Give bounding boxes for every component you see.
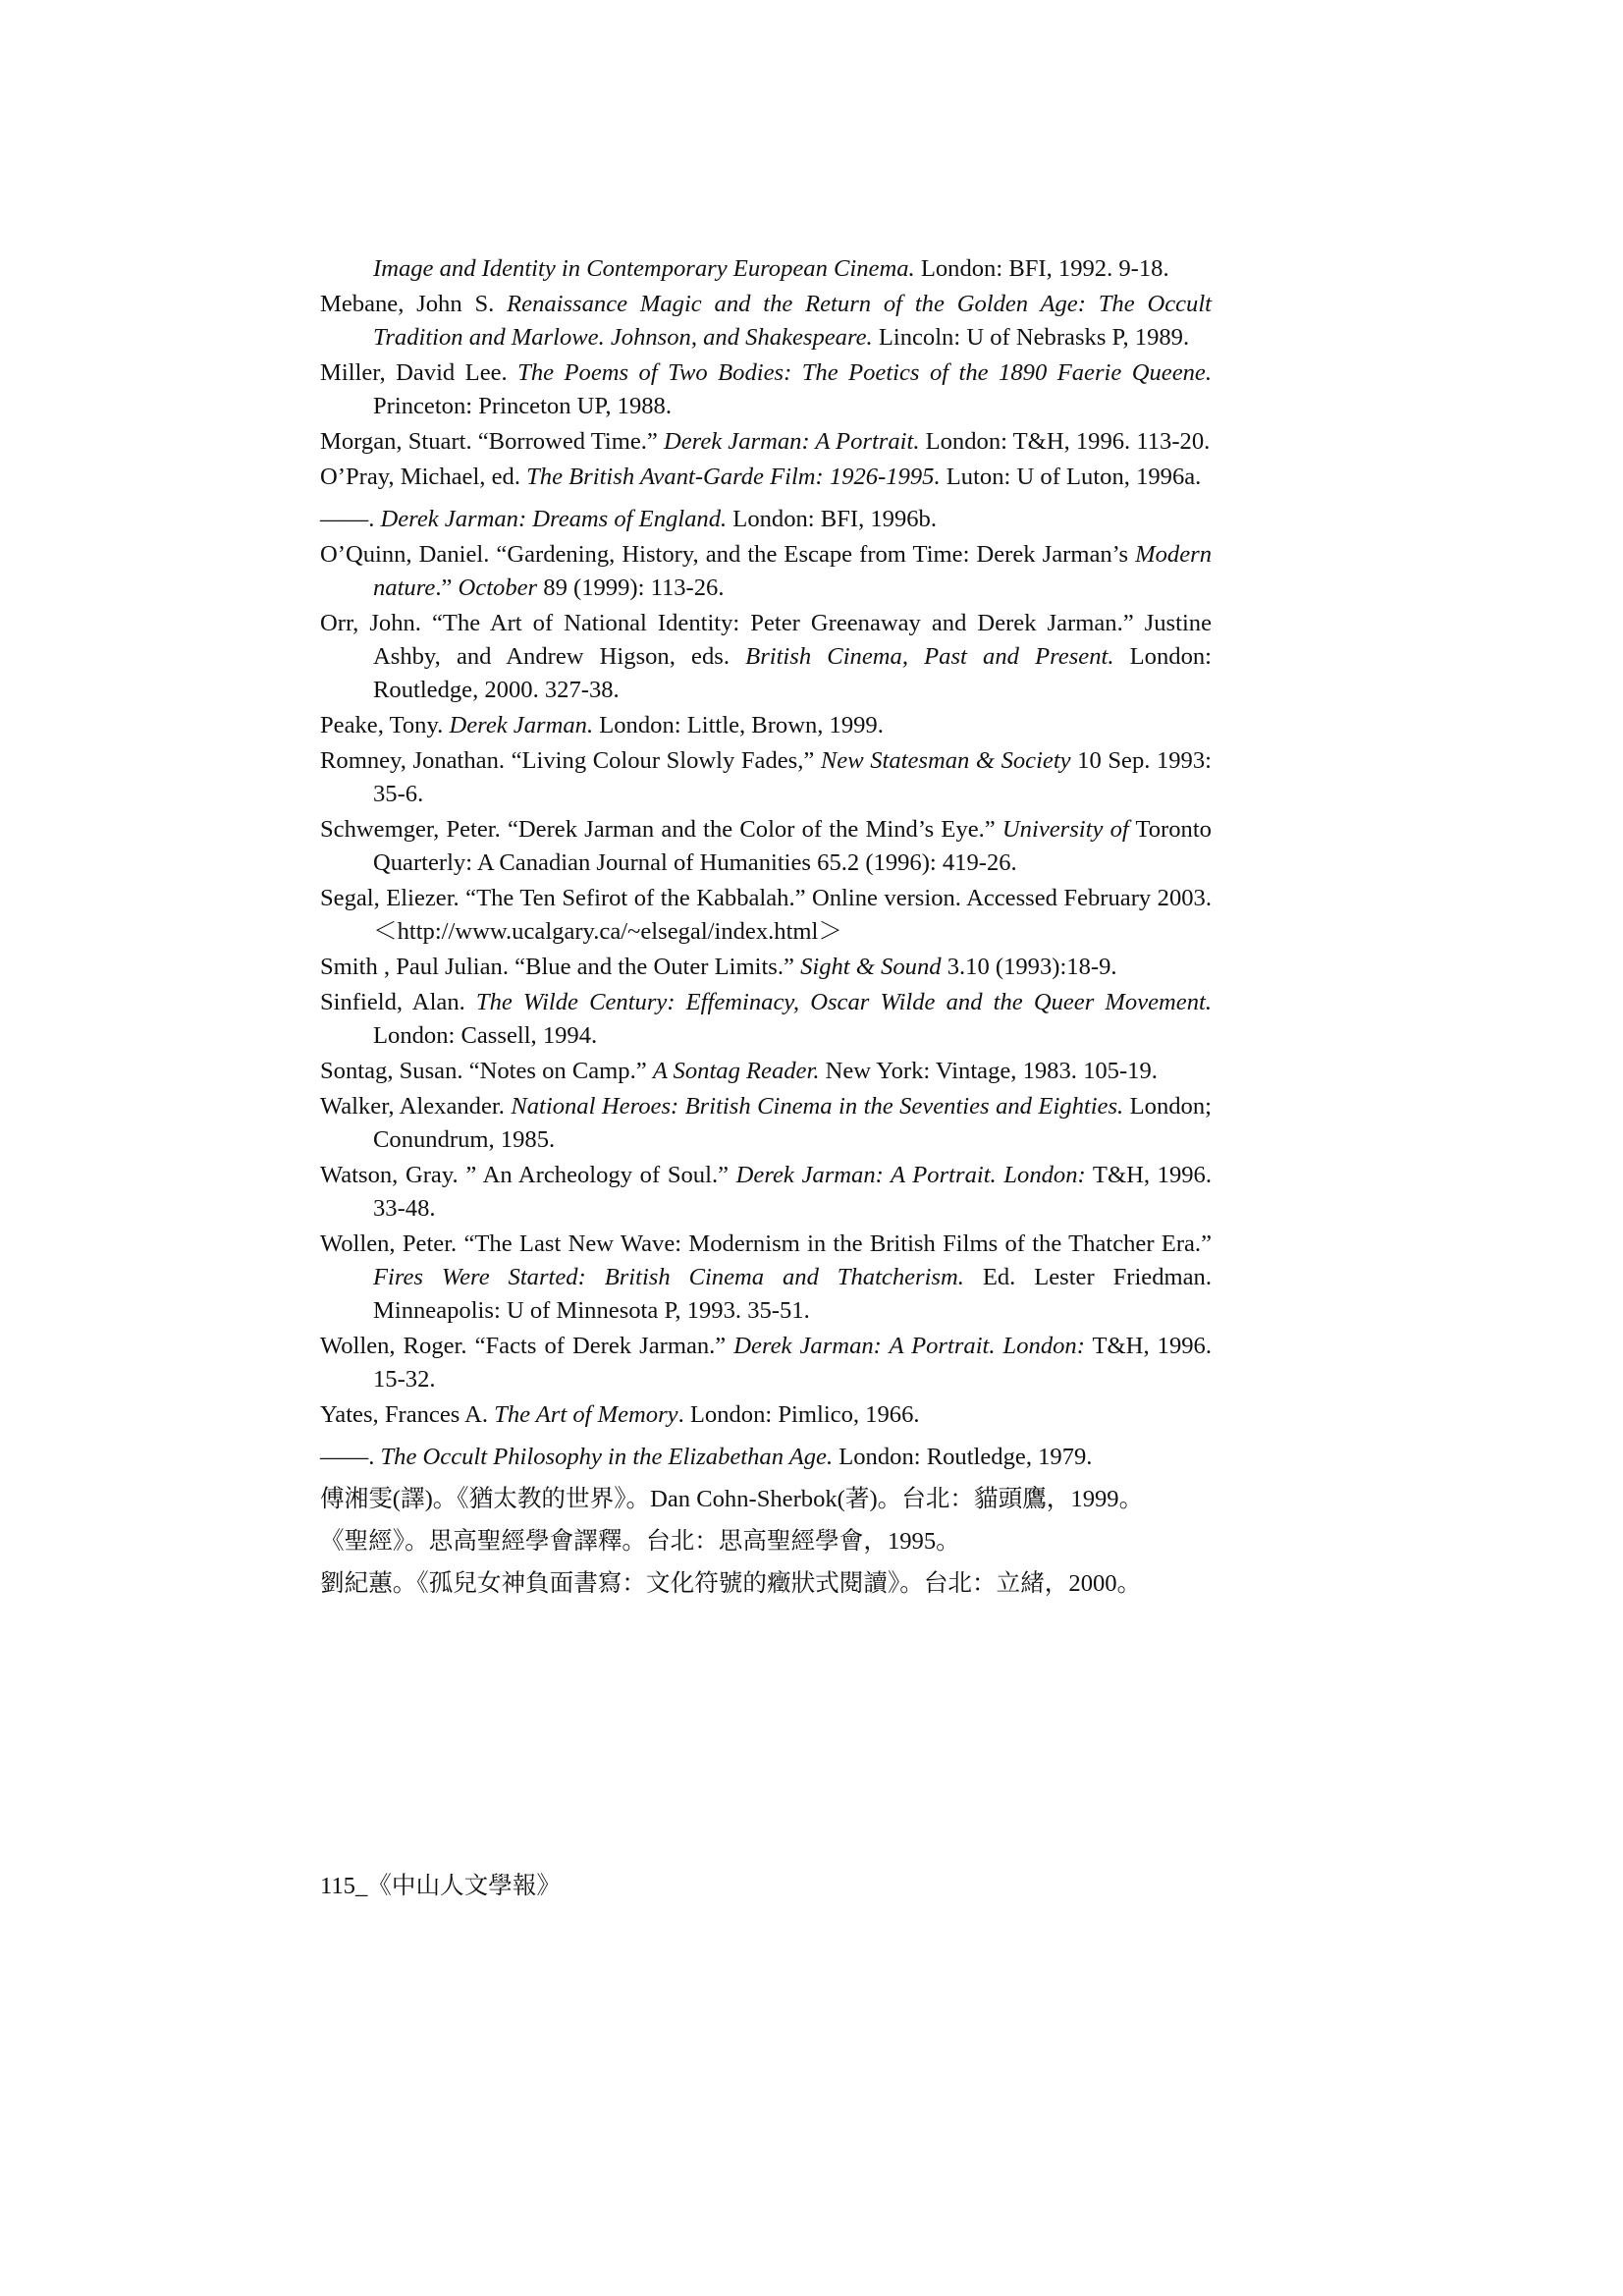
reference-title: The Occult Philosophy in the Elizabethan Age. — [380, 1444, 834, 1470]
reference-entry — [320, 813, 1212, 880]
reference-entry — [320, 425, 1212, 459]
reference-title: Derek Jarman: A Portrait. London: — [735, 1162, 1086, 1188]
reference-text: London: BFI, 1996b. — [727, 506, 937, 532]
reference-text: 10 Sep. 1993: 35-6. — [373, 747, 1212, 807]
reference-title: The Poems of Two Bodies: The Poetics of the 1890 Faerie Queene. — [517, 359, 1212, 386]
reference-title: Derek Jarman: Dreams of England. — [380, 506, 728, 532]
reference-entry — [320, 1330, 1212, 1396]
reference-text: Yates, Frances A. — [320, 1401, 495, 1428]
reference-list — [320, 252, 1212, 1610]
reference-title: British Cinema, Past and Present. — [745, 643, 1114, 670]
reference-entry — [320, 1228, 1212, 1328]
reference-text: London: Routledge, 1979. — [833, 1444, 1093, 1470]
reference-title: Sight & Sound — [800, 954, 942, 980]
reference-text: Smith , Paul Julian. “Blue and the Outer Limits.” — [320, 954, 801, 980]
reference-entry — [320, 744, 1212, 811]
reference-text: ——. — [320, 506, 381, 532]
reference-text: .” — [435, 574, 459, 601]
reference-entry — [320, 1090, 1212, 1157]
reference-text: Wollen, Peter. “The Last New Wave: Modernism in the British Films of the Thatcher Era.” — [320, 1230, 1212, 1257]
reference-text: Romney, Jonathan. “Living Colour Slowly Fades,” — [320, 747, 821, 774]
reference-text: O’Pray, Michael, ed. — [320, 464, 527, 490]
reference-text: 《聖經》。思高聖經學會譯釋。台北：思高聖經學會，1995。 — [320, 1528, 960, 1555]
reference-title: Image and Identity in Contemporary European Cinema. — [373, 255, 915, 282]
reference-entry — [320, 461, 1212, 494]
reference-text: New York: Vintage, 1983. 105-19. — [819, 1058, 1158, 1084]
reference-text: 3.10 (1993):18-9. — [941, 954, 1117, 980]
reference-title: Derek Jarman: A Portrait. — [663, 428, 920, 455]
reference-text: Wollen, Roger. “Facts of Derek Jarman.” — [320, 1333, 734, 1359]
reference-entry — [320, 1483, 1212, 1516]
reference-text: Toronto Quarterly: A Canadian Journal of Humanities 65.2 (1996): 419-26. — [373, 816, 1212, 876]
reference-text: Orr, John. “The Art of National Identity: Peter Greenaway and Derek Jarman.” Justine Ashby, and Andrew Higson, eds. — [320, 610, 1212, 670]
reference-entry — [320, 951, 1212, 984]
reference-entry — [320, 1159, 1212, 1226]
reference-text: Mebane, John S. — [320, 291, 508, 317]
reference-entry — [320, 986, 1212, 1053]
reference-text: Schwemger, Peter. “Derek Jarman and the Color of the Mind’s Eye.” — [320, 816, 1002, 843]
reference-text: . London: Pimlico, 1966. — [677, 1401, 920, 1428]
reference-title: University of — [1001, 816, 1129, 843]
reference-text: Segal, Eliezer. “The Ten Sefirot of the Kabbalah.” Online version. Accessed February 2003. ＜http://www.ucalgary.ca/~elsegal/index.html＞ — [320, 885, 1212, 945]
reference-entry — [320, 503, 1212, 536]
reference-title: Modern nature — [373, 541, 1212, 601]
reference-entry — [320, 1055, 1212, 1088]
reference-text: Miller, David Lee. — [320, 359, 518, 386]
reference-text: 89 (1999): 113-26. — [537, 574, 725, 601]
reference-text: London: Routledge, 2000. 327-38. — [373, 643, 1213, 703]
reference-text: Walker, Alexander. — [320, 1093, 512, 1120]
reference-text: T&H, 1996. 15-32. — [373, 1333, 1212, 1393]
reference-text: 劉紀蕙。《孤兒女神負面書寫：文化符號的癥狀式閱讀》。台北：立緒，2000。 — [320, 1570, 1142, 1597]
reference-text: O’Quinn, Daniel. “Gardening, History, and the Escape from Time: Derek Jarman’s — [320, 541, 1136, 568]
reference-title: Renaissance Magic and the Return of the Golden Age: The Occult Tradition and Marlowe. Johnson, and Shakespeare. — [373, 291, 1213, 351]
reference-entry — [320, 356, 1212, 423]
reference-text: Peake, Tony. — [320, 712, 450, 738]
reference-text: Lincoln: U of Nebrasks P, 1989. — [872, 324, 1190, 351]
reference-entry — [320, 1567, 1212, 1601]
reference-text: ——. — [320, 1444, 381, 1470]
reference-title: A Sontag Reader. — [652, 1058, 820, 1084]
reference-title: Derek Jarman. — [449, 712, 594, 738]
reference-text: London: T&H, 1996. 113-20. — [919, 428, 1211, 455]
reference-entry — [320, 882, 1212, 949]
reference-text: Sinfield, Alan. — [320, 989, 476, 1015]
reference-title: Fires Were Started: British Cinema and Thatcherism. — [373, 1264, 964, 1290]
reference-title: The British Avant-Garde Film: 1926-1995. — [526, 464, 941, 490]
reference-entry — [320, 538, 1212, 605]
reference-entry — [320, 1398, 1212, 1432]
reference-text: Luton: U of Luton, 1996a. — [940, 464, 1202, 490]
reference-text: London: BFI, 1992. 9-18. — [914, 255, 1169, 282]
reference-text: London: Little, Brown, 1999. — [593, 712, 884, 738]
reference-text: London; Conundrum, 1985. — [373, 1093, 1212, 1153]
reference-text: London: Cassell, 1994. — [373, 1022, 598, 1049]
page-footer: 115_《中山人文學報》 — [320, 1873, 562, 1899]
reference-text: Princeton: Princeton UP, 1988. — [373, 393, 672, 419]
reference-title: New Statesman & Society — [820, 747, 1071, 774]
reference-text: 傅湘雯(譯)。《猶太教的世界》。Dan Cohn-Sherbok(著)。台北：貓頭鷹，1999。 — [320, 1486, 1144, 1512]
reference-entry — [320, 1441, 1212, 1474]
reference-text: Morgan, Stuart. “Borrowed Time.” — [320, 428, 664, 455]
reference-title: National Heroes: British Cinema in the Seventies and Eighties. — [511, 1093, 1124, 1120]
reference-text: Watson, Gray. ” An Archeology of Soul.” — [320, 1162, 736, 1188]
reference-title: The Wilde Century: Effeminacy, Oscar Wilde and the Queer Movement. — [475, 989, 1212, 1015]
reference-title: The Art of Memory — [494, 1401, 678, 1428]
reference-text: Sontag, Susan. “Notes on Camp.” — [320, 1058, 653, 1084]
reference-entry — [320, 607, 1212, 707]
reference-title: October — [458, 574, 538, 601]
reference-text: Ed. Lester Friedman. Minneapolis: U of Minnesota P, 1993. 35-51. — [373, 1264, 1212, 1324]
reference-entry — [320, 709, 1212, 742]
reference-entry — [320, 252, 1212, 286]
reference-title: Derek Jarman: A Portrait. London: — [733, 1333, 1085, 1359]
reference-entry — [320, 288, 1212, 355]
reference-text: T&H, 1996. 33-48. — [373, 1162, 1212, 1222]
reference-entry — [320, 1525, 1212, 1558]
